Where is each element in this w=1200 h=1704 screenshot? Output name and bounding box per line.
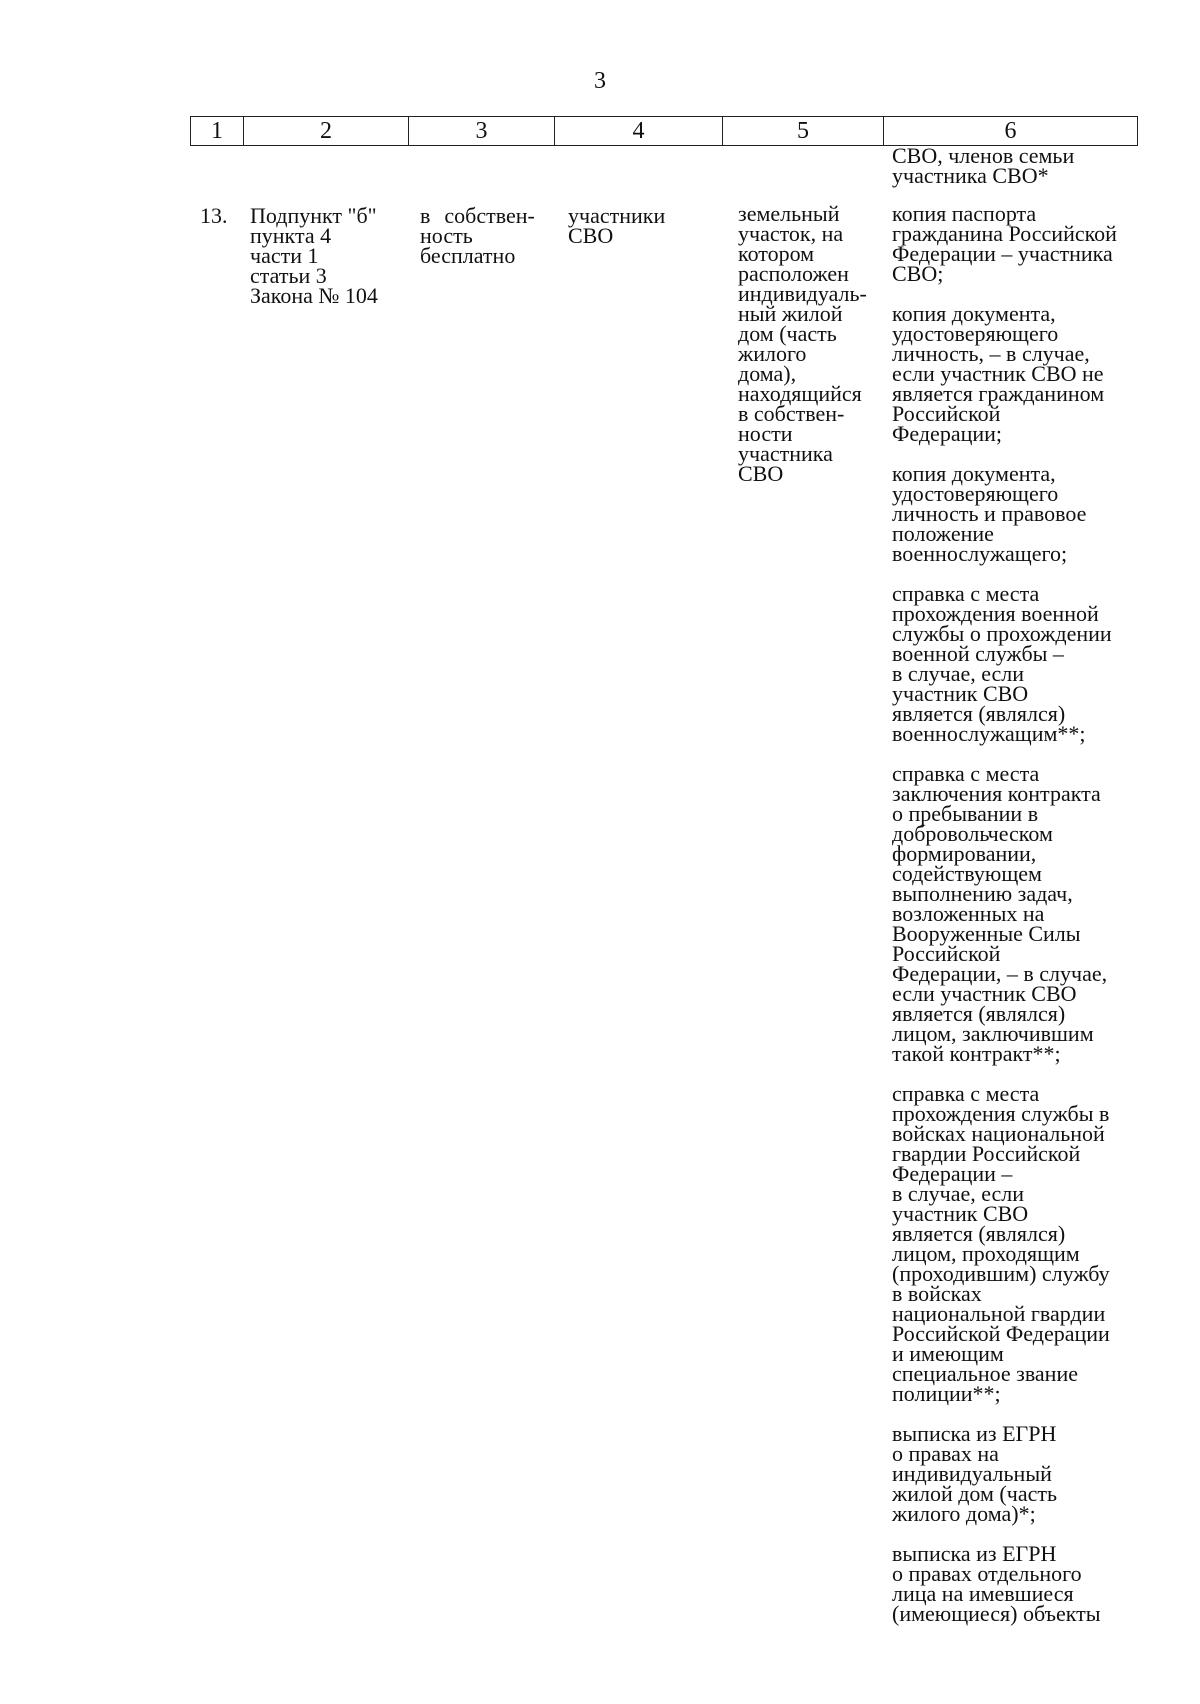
text-line: жилой дом (часть xyxy=(892,1481,1057,1506)
text-line: пункта 4 xyxy=(250,223,332,248)
text-line: содействующем xyxy=(892,861,1042,886)
text-line: является гражданином xyxy=(892,381,1105,406)
text-line: удостоверяющего xyxy=(892,481,1059,506)
text-line: службы о прохождении xyxy=(892,621,1112,646)
text-line: дом (часть xyxy=(738,321,837,346)
text-line: участник СВО xyxy=(892,1201,1029,1226)
text-line: является (являлся) xyxy=(892,1221,1066,1246)
text-line: Федерации – участника xyxy=(892,241,1113,266)
text-line: статьи 3 xyxy=(250,263,327,288)
text-line: копия паспорта xyxy=(892,201,1037,226)
text-line: участника СВО* xyxy=(892,163,1049,188)
row-number: 13. xyxy=(200,203,228,228)
text-line: дома), xyxy=(738,361,797,386)
text-line: выполнению задач, xyxy=(892,881,1073,906)
text-line: личность и правовое xyxy=(892,501,1087,526)
text-line: Федерации; xyxy=(892,421,1003,446)
document-item xyxy=(892,1541,1152,1626)
text-line: прохождения военной xyxy=(892,601,1099,626)
text-line: гражданина Российской xyxy=(892,221,1117,246)
text-line: участника xyxy=(738,441,833,466)
header-col-3: 3 xyxy=(409,117,555,146)
text-line: и имеющим xyxy=(892,1341,1004,1366)
text-line: участник СВО xyxy=(892,681,1029,706)
text-line: СВО xyxy=(738,461,784,486)
text-line: СВО; xyxy=(892,261,944,286)
text-line: в случае, если xyxy=(892,1181,1025,1206)
text-line: копия документа, xyxy=(892,461,1056,486)
text-line: такой контракт**; xyxy=(892,1041,1061,1066)
text-line: справка с места xyxy=(892,761,1040,786)
document-item xyxy=(892,761,1152,1066)
text-line: СВО, членов семьи xyxy=(892,143,1075,168)
header-row xyxy=(191,117,1138,146)
text-line: Вооруженные Силы xyxy=(892,921,1081,946)
text-line: полиции**; xyxy=(892,1381,1001,1406)
document-item xyxy=(892,1081,1152,1406)
text-line: добровольческом xyxy=(892,821,1053,846)
text-line: является (являлся) xyxy=(892,1001,1066,1026)
continued-text-col6 xyxy=(892,143,1152,188)
text-line: (имеющиеся) объекты xyxy=(892,1601,1101,1626)
text-line: Российской xyxy=(892,941,1001,966)
text-line: индивидуаль- xyxy=(738,281,867,306)
text-line: (проходившим) службу xyxy=(892,1261,1110,1286)
text-line: части 1 xyxy=(250,243,319,268)
header-col-4: 4 xyxy=(555,117,723,146)
text-line: о правах отдельного xyxy=(892,1561,1082,1586)
text-line: военнослужащего; xyxy=(892,541,1068,566)
text-line: возложенных на xyxy=(892,901,1045,926)
land-plot-cell xyxy=(738,201,888,486)
text-line: национальной гвардии xyxy=(892,1301,1106,1326)
column-number-header xyxy=(190,116,1138,146)
text-line: гвардии Российской xyxy=(892,1141,1081,1166)
text-line: лица на имевшиеся xyxy=(892,1581,1074,1606)
text-line: Закона № 104 xyxy=(250,283,378,308)
text-line: участники xyxy=(568,203,666,228)
text-line: удостоверяющего xyxy=(892,321,1059,346)
text-line: жилого xyxy=(738,341,807,366)
text-line: копия документа, xyxy=(892,301,1056,326)
text-line: лицом, заключившим xyxy=(892,1021,1094,1046)
text-line: в войсках xyxy=(892,1281,982,1306)
provision-type-cell xyxy=(420,203,560,268)
text-line: бесплатно xyxy=(420,243,516,268)
text-line: в случае, если xyxy=(892,661,1025,686)
page-number: 3 xyxy=(594,68,606,94)
document-item xyxy=(892,581,1152,746)
header-col-5: 5 xyxy=(723,117,884,146)
text-line: справка с места xyxy=(892,1081,1040,1106)
document-item xyxy=(892,201,1152,286)
text-line: ности xyxy=(738,421,793,446)
text-line: Федерации, – в случае, xyxy=(892,961,1108,986)
text-line: если участник СВО xyxy=(892,981,1077,1006)
header-col-6: 6 xyxy=(884,117,1138,146)
text-line: военнослужащим**; xyxy=(892,721,1086,746)
document-item xyxy=(892,461,1152,566)
text-line: расположен xyxy=(738,261,849,286)
text-line: войсках национальной xyxy=(892,1121,1105,1146)
text-line: находящийся xyxy=(738,381,862,406)
text-line: индивидуальный xyxy=(892,1461,1052,1486)
text-line: если участник СВО не xyxy=(892,361,1104,386)
text-line: выписка из ЕГРН xyxy=(892,1421,1057,1446)
header-col-2: 2 xyxy=(244,117,409,146)
text-line: участок, на xyxy=(738,221,844,246)
text-word: в xyxy=(420,203,431,228)
document-item xyxy=(892,1421,1152,1526)
document-item xyxy=(892,301,1152,446)
text-line: в собствен- xyxy=(738,401,845,426)
text-line: является (являлся) xyxy=(892,701,1066,726)
text-line: котором xyxy=(738,241,815,266)
text-line: специальное звание xyxy=(892,1361,1078,1386)
text-line: Подпункт "б" xyxy=(250,203,377,228)
recipients-cell xyxy=(568,203,728,248)
documents-list-cell xyxy=(892,201,1152,1644)
text-line: выписка из ЕГРН xyxy=(892,1541,1057,1566)
text-line: лицом, проходящим xyxy=(892,1241,1080,1266)
text-line: ность xyxy=(420,223,473,248)
text-line: заключения контракта xyxy=(892,781,1101,806)
text-line: прохождения службы в xyxy=(892,1101,1110,1126)
text-word: собствен- xyxy=(444,203,535,228)
text-line: СВО xyxy=(568,223,614,248)
header-col-1: 1 xyxy=(191,117,244,146)
text-line: Федерации – xyxy=(892,1161,1013,1186)
text-line: Российской xyxy=(892,401,1001,426)
text-line: о правах на xyxy=(892,1441,999,1466)
legal-basis-cell xyxy=(250,203,400,308)
text-line: военной службы – xyxy=(892,641,1064,666)
text-line: положение xyxy=(892,521,994,546)
text-line: ный жилой xyxy=(738,301,843,326)
text-line: формировании, xyxy=(892,841,1037,866)
text-line: личность, – в случае, xyxy=(892,341,1090,366)
text-line: о пребывании в xyxy=(892,801,1039,826)
text-line: жилого дома)*; xyxy=(892,1501,1036,1526)
text-line: Российской Федерации xyxy=(892,1321,1110,1346)
text-line: справка с места xyxy=(892,581,1040,606)
text-line: земельный xyxy=(738,201,840,226)
